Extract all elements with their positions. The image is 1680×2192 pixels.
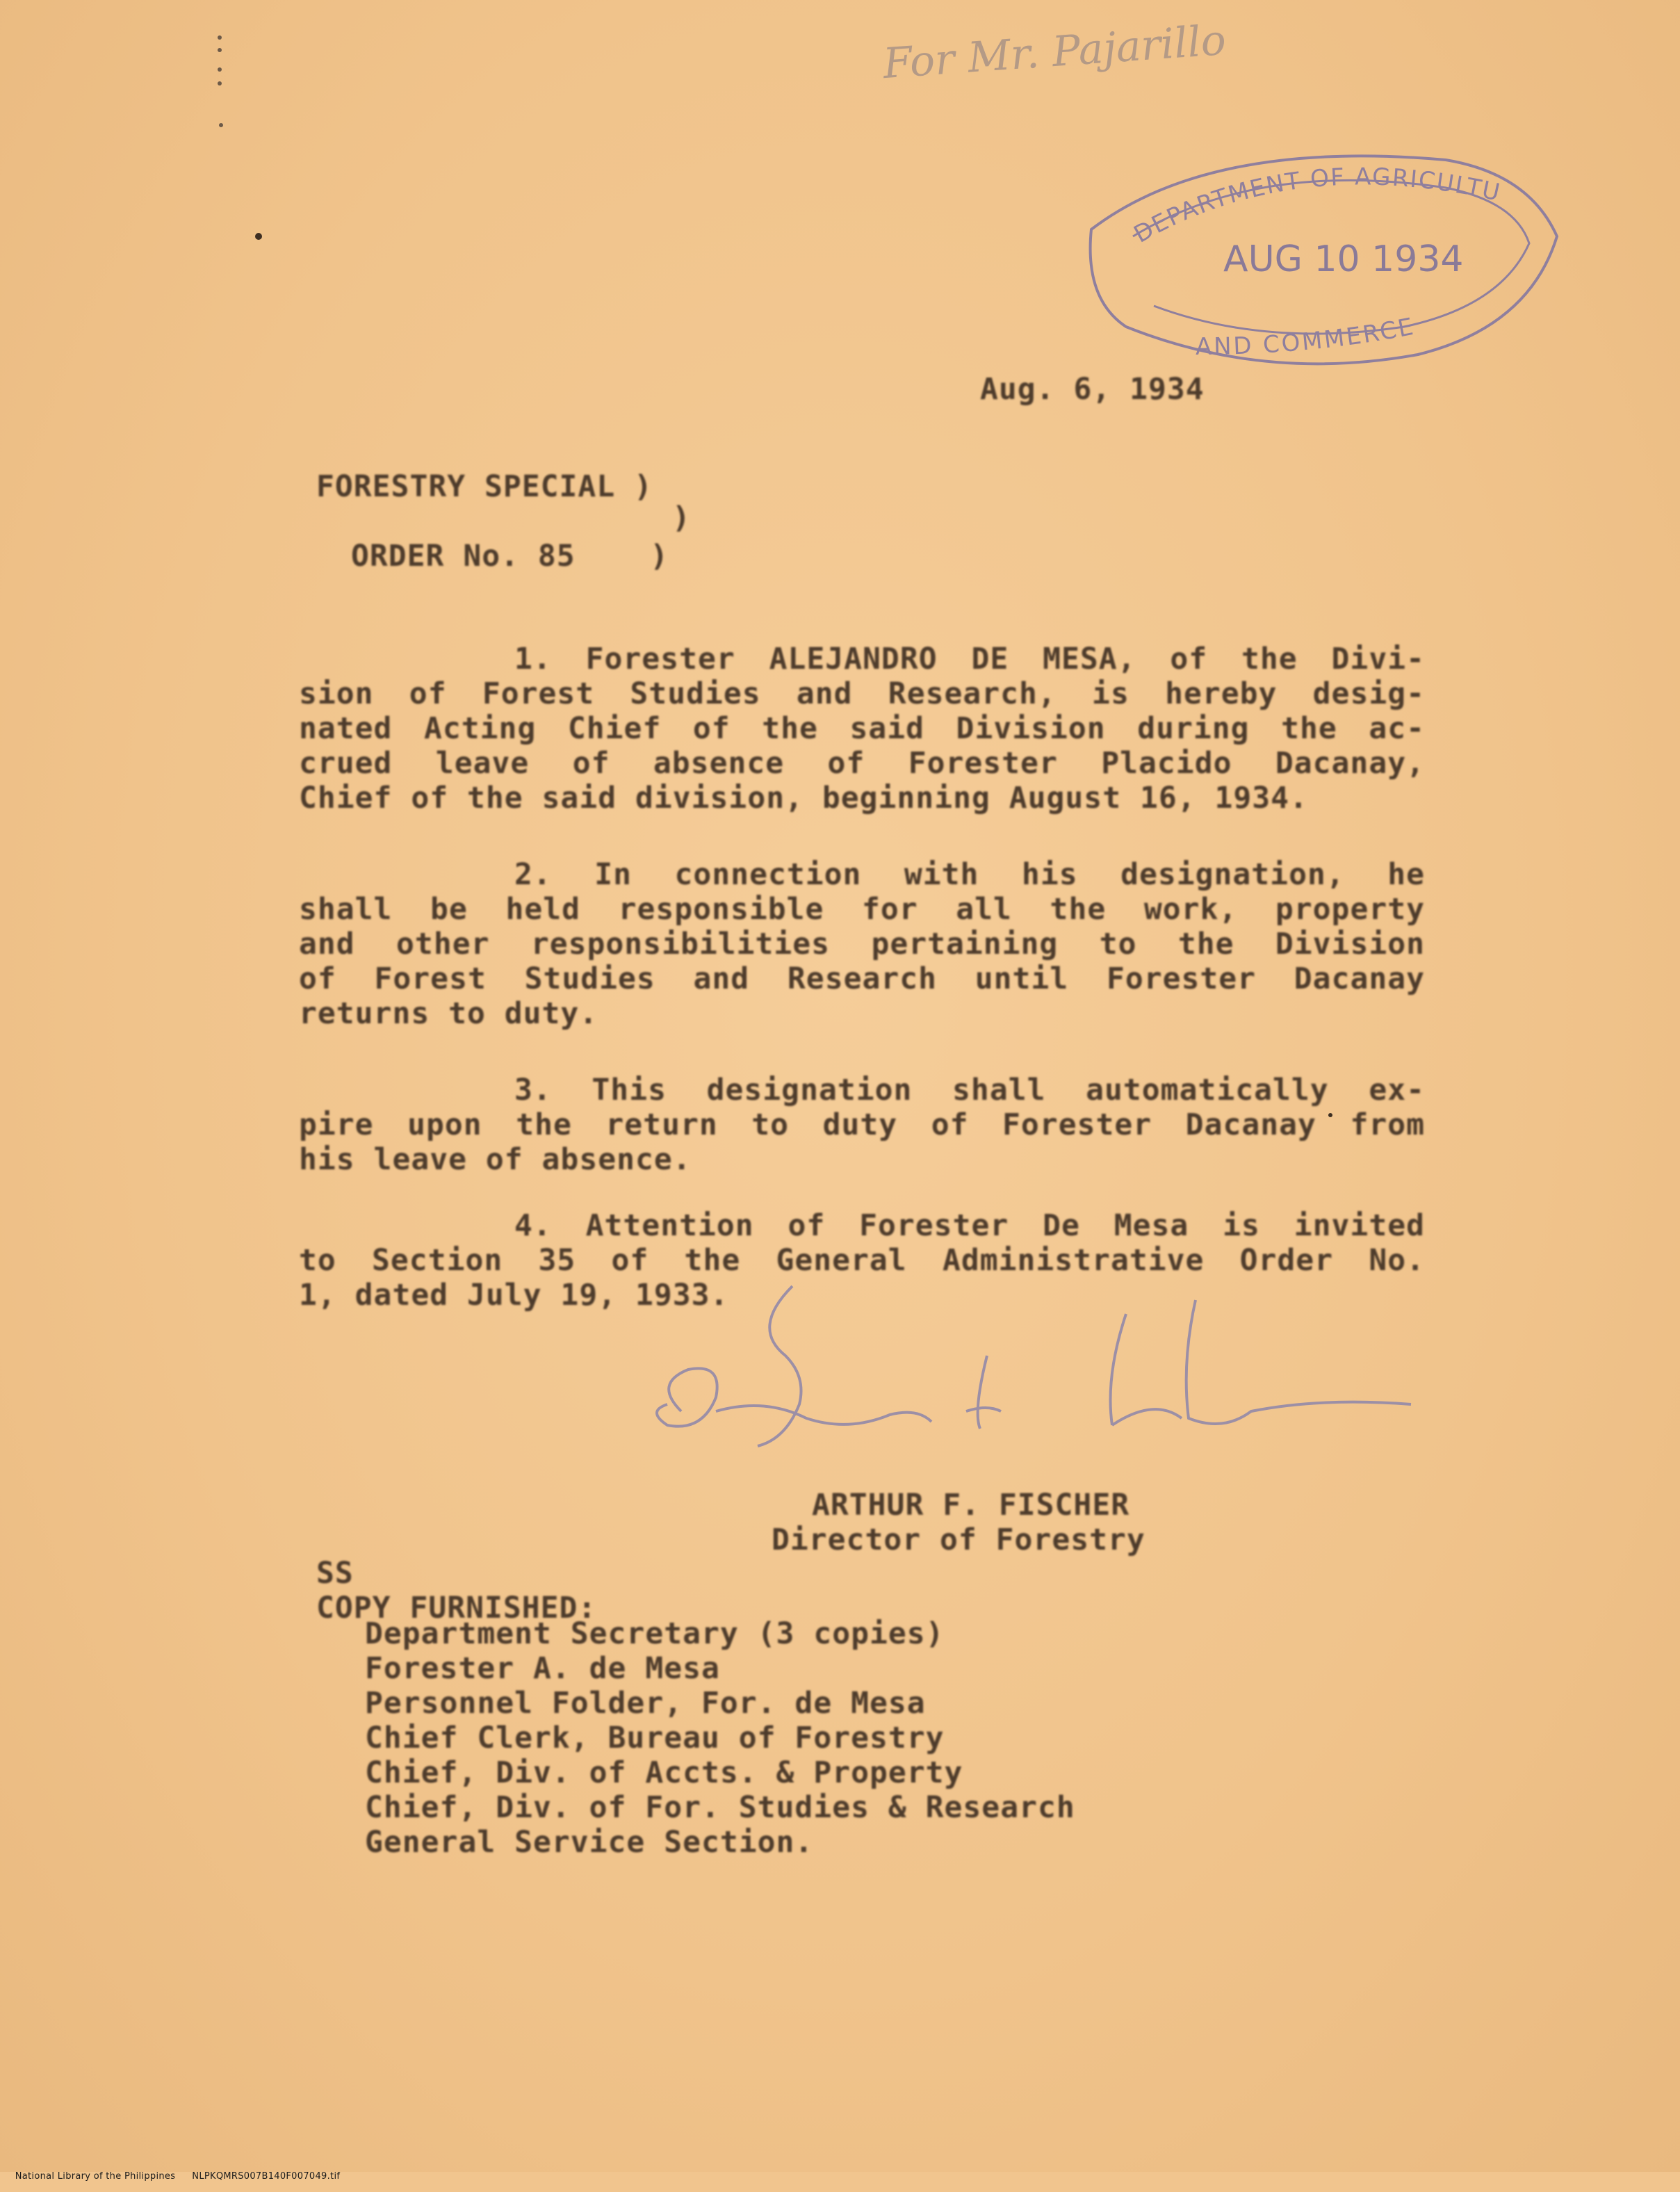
punch-mark bbox=[218, 81, 222, 86]
typist-initials: SS bbox=[316, 1556, 354, 1591]
date-line: Aug. 6, 1934 bbox=[980, 372, 1205, 407]
copy-recipient: General Service Section. bbox=[365, 1825, 814, 1860]
copy-recipient: Personnel Folder, For. de Mesa bbox=[365, 1686, 926, 1721]
paragraph-line: 4. Attention of Forester De Mesa is invited bbox=[514, 1208, 1425, 1243]
handwritten-note: For Mr. Pajarillo bbox=[881, 15, 1228, 89]
paragraph-line: shall be held responsible for all the work, property bbox=[299, 892, 1425, 927]
paragraph-1 bbox=[299, 642, 1425, 815]
footer-file: NLPKQMRS007B140F007049.tif bbox=[192, 2171, 341, 2182]
copy-furnished-list bbox=[365, 1616, 1075, 1860]
signatory-title: Director of Forestry bbox=[772, 1523, 1145, 1557]
punch-mark bbox=[218, 35, 222, 40]
punch-mark bbox=[219, 123, 223, 127]
copy-recipient: Chief, Div. of For. Studies & Research bbox=[365, 1790, 1075, 1825]
paragraph-line: his leave of absence. bbox=[299, 1142, 692, 1177]
paragraph-line: 1. Forester ALEJANDRO DE MESA, of the Divi- bbox=[514, 642, 1425, 676]
paragraph-line: 2. In connection with his designation, he bbox=[514, 857, 1425, 892]
paragraph-line: nated Acting Chief of the said Division during the ac- bbox=[299, 711, 1425, 746]
copy-recipient: Chief, Div. of Accts. & Property bbox=[365, 1755, 963, 1790]
paragraph-line: sion of Forest Studies and Research, is hereby desig- bbox=[299, 676, 1425, 711]
copy-recipient: Department Secretary (3 copies) bbox=[365, 1616, 945, 1651]
paragraph-line: 1, dated July 19, 1933. bbox=[299, 1278, 729, 1313]
paragraph-line: and other responsibilities pertaining to the Division bbox=[299, 927, 1425, 961]
order-title-line-2: ) bbox=[672, 501, 691, 535]
paragraph-2 bbox=[299, 857, 1425, 1031]
punch-mark bbox=[218, 48, 222, 52]
paragraph-line: to Section 35 of the General Administrative Order No. bbox=[299, 1243, 1425, 1278]
stamp-top-text: DEPARTMENT OF AGRICULTURE bbox=[1075, 124, 1504, 249]
handwritten-signature bbox=[626, 1272, 1425, 1481]
stamp-date: AUG 10 1934 bbox=[1223, 238, 1464, 280]
copy-furnished-heading: COPY FURNISHED: bbox=[316, 1591, 597, 1625]
paragraph-line: crued leave of absence of Forester Placido Dacanay, bbox=[299, 746, 1425, 781]
punch-mark bbox=[255, 233, 262, 240]
punch-mark bbox=[218, 67, 222, 72]
footer-library: National Library of the Philippines bbox=[15, 2171, 176, 2182]
copy-recipient: Chief Clerk, Bureau of Forestry bbox=[365, 1721, 945, 1755]
paragraph-line: 3. This designation shall automatically ex- bbox=[514, 1073, 1425, 1107]
paragraph-3 bbox=[299, 1073, 1425, 1177]
paragraph-line: pire upon the return to duty of Forester Dacanay from bbox=[299, 1107, 1425, 1142]
signatory-name: ARTHUR F. FISCHER bbox=[812, 1488, 1130, 1523]
scan-footer bbox=[3, 2161, 357, 2192]
stamp-bottom-text: AND COMMERCE bbox=[1195, 312, 1418, 362]
paragraph-line: returns to duty. bbox=[299, 996, 598, 1031]
order-title-line-3: ORDER No. 85 ) bbox=[351, 539, 669, 574]
copy-recipient: Forester A. de Mesa bbox=[365, 1651, 720, 1686]
department-stamp bbox=[1075, 124, 1571, 396]
paragraph-line: of Forest Studies and Research until Forester Dacanay bbox=[299, 961, 1425, 996]
order-title-line-1: FORESTRY SPECIAL ) bbox=[316, 469, 653, 504]
paragraph-line: Chief of the said division, beginning August 16, 1934. bbox=[299, 781, 1308, 815]
